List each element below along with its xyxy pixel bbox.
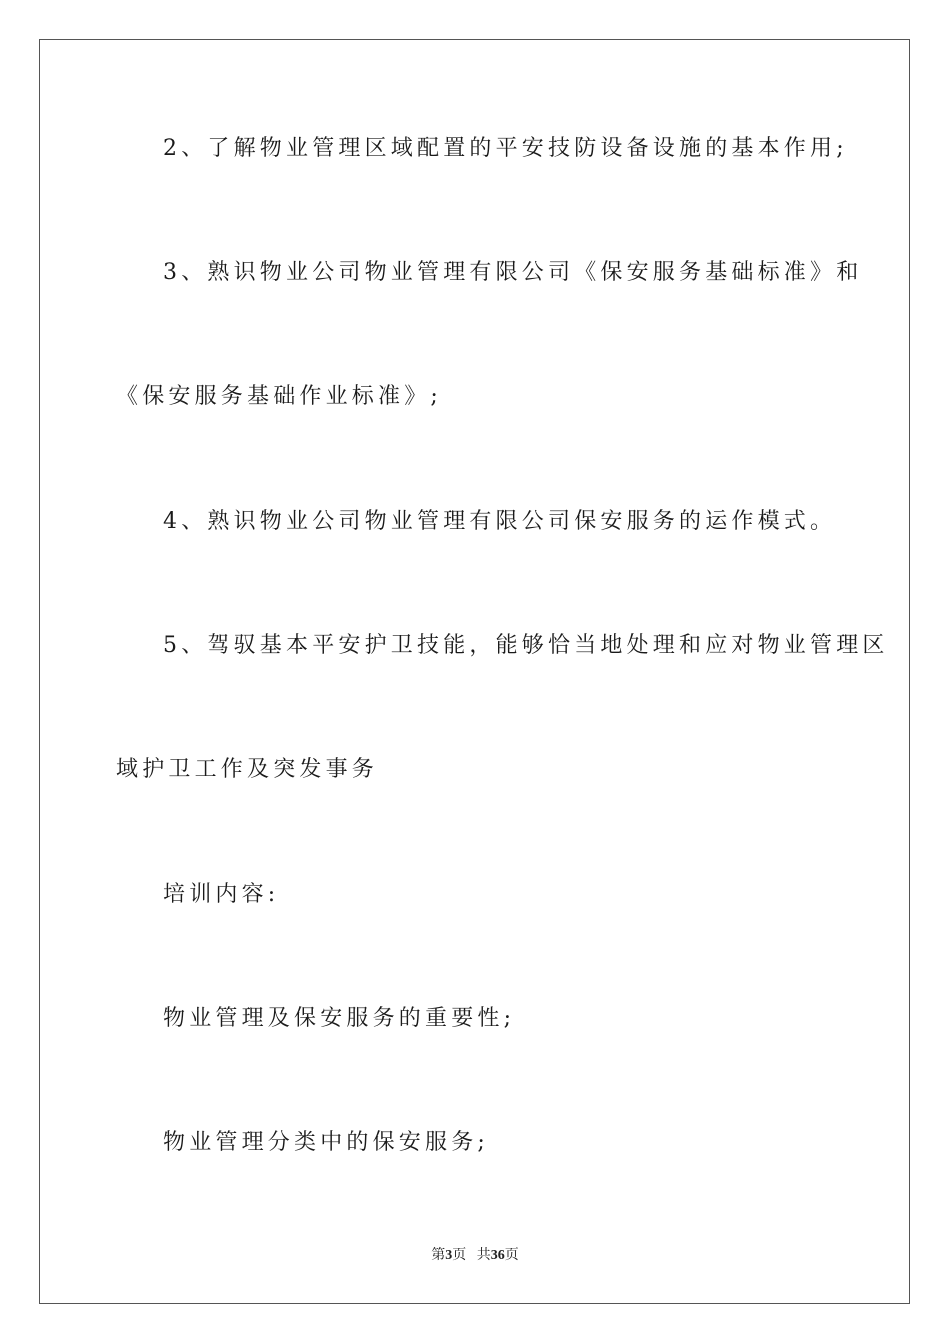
text-line-objective-2: 2、了解物业管理区域配置的平安技防设备设施的基本作用; bbox=[163, 136, 848, 161]
page-footer bbox=[0, 1247, 950, 1265]
text-line-objective-5: 5、驾驭基本平安护卫技能，能够恰当地处理和应对物业管理区 bbox=[163, 633, 889, 658]
text-line-objective-3: 3、熟识物业公司物业管理有限公司《保安服务基础标准》和 bbox=[163, 260, 863, 285]
total-prefix: 共 bbox=[476, 1248, 491, 1263]
text-line-training-item-2: 物业管理分类中的保安服务; bbox=[163, 1130, 490, 1155]
page-number: 3 bbox=[445, 1248, 453, 1263]
page-frame bbox=[39, 39, 910, 1304]
total-suffix: 页 bbox=[504, 1248, 519, 1263]
text-line-objective-3-cont: 《保安服务基础作业标准》; bbox=[116, 384, 443, 409]
text-line-objective-5-cont: 域护卫工作及突发事务 bbox=[116, 757, 379, 782]
section-heading-training-content: 培训内容: bbox=[163, 882, 280, 907]
text-line-training-item-1: 物业管理及保安服务的重要性; bbox=[163, 1006, 516, 1031]
page-prefix: 第 bbox=[431, 1248, 446, 1263]
total-pages: 36 bbox=[490, 1248, 505, 1263]
text-line-objective-4: 4、熟识物业公司物业管理有限公司保安服务的运作模式。 bbox=[163, 509, 837, 534]
page-suffix: 页 bbox=[452, 1248, 467, 1263]
